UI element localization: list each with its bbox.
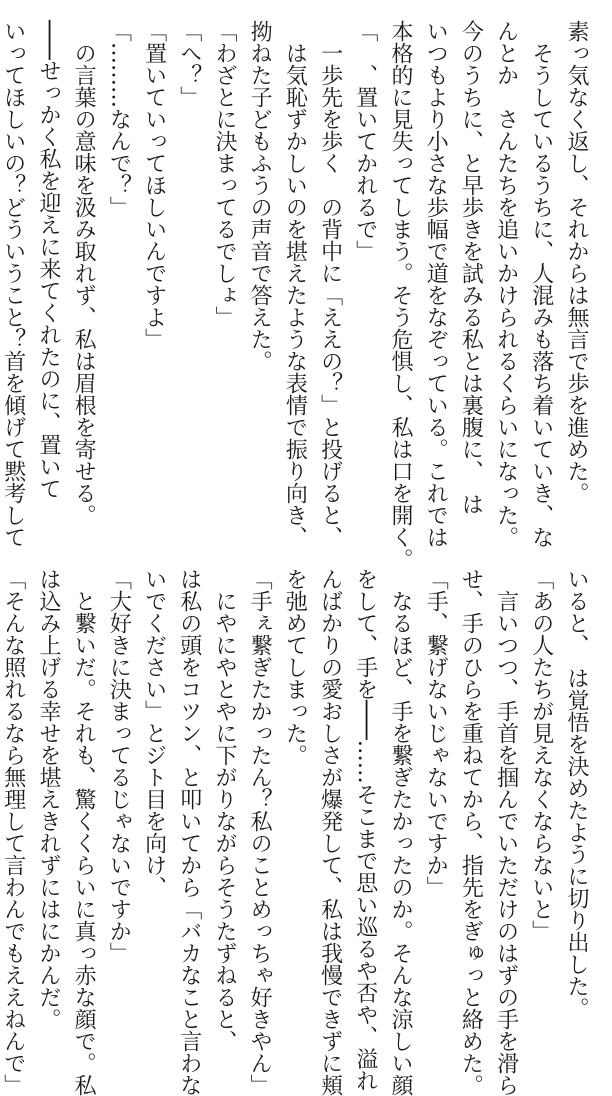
text-line: は私の頭をコツン、と叩いてから「バカなこと言わな bbox=[176, 568, 202, 1096]
text-line: いつもより小さな歩幅で道をなぞっている。これでは bbox=[423, 20, 449, 548]
text-line: 一歩先を歩く の背中に「ええの？」と投げると、 bbox=[317, 20, 343, 548]
text-line: 「へ？」 bbox=[176, 20, 202, 108]
text-line: んばかりの愛おしさが爆発して、私は我慢できずに頬 bbox=[317, 568, 343, 1096]
text-line: は込み上げる幸せを堪えきれずにはにかんだ。 bbox=[35, 568, 61, 1030]
lower-text-block bbox=[0, 568, 594, 1096]
text-line: 言いつつ、手首を掴んでいただけのはずの手を滑ら bbox=[493, 568, 519, 1096]
text-line: は気恥ずかしいのを堪えたような表情で振り向き、 bbox=[282, 20, 308, 548]
text-line: 「そんな照れるなら無理して言わんでもええねんで」 bbox=[0, 568, 26, 1096]
text-line: いってほしいの？どういうこと？首を傾げて黙考して bbox=[0, 20, 26, 548]
text-line: いると、 は覚悟を決めたように切り出した。 bbox=[564, 568, 589, 1019]
text-line: そうしているうちに、人混みも落ち着いていき、な bbox=[528, 20, 554, 548]
text-line: を弛めてしまった。 bbox=[282, 568, 308, 766]
text-line: 拗ねた子どもふうの声音で答えた。 bbox=[247, 20, 273, 372]
text-line: せ、手のひらを重ねてから、指先をぎゅっと絡めた。 bbox=[458, 568, 484, 1096]
text-line: んとか さんたちを追いかけられるくらいになった。 bbox=[493, 20, 519, 548]
text-line: にやにやとやに下がりながらそうたずねると、 bbox=[211, 568, 237, 1052]
upper-text-block bbox=[0, 20, 594, 570]
text-line: 今のうちに、と早歩きを試みる私とは裏腹に、 は bbox=[458, 20, 484, 515]
text-line: 「………なんで？」 bbox=[106, 20, 132, 218]
text-line: 素っ気なく返し、それからは無言で歩を進めた。 bbox=[564, 20, 589, 504]
text-line: 「 、置いてかれるで」 bbox=[352, 20, 378, 262]
text-line: いでください」とジト目を向け、 bbox=[141, 568, 167, 898]
text-line: 「手、繋げないじゃないですか」 bbox=[423, 568, 449, 898]
text-line: ───せっかく私を迎えに来てくれたのに、置いて bbox=[35, 20, 61, 500]
text-line: と繋いだ。それも、驚くくらいに真っ赤な顔で。私 bbox=[71, 568, 97, 1096]
text-line: をして、手を───……そこまで思い巡るや否や、溢れ bbox=[352, 568, 378, 1092]
text-line: 「手ぇ繋ぎたかったん？私のことめっちゃ好きやん」 bbox=[247, 568, 273, 1096]
text-line: 「置いていってほしいんですよ」 bbox=[141, 20, 167, 350]
text-line: 本格的に見失ってしまう。そう危惧し、私は口を開く。 bbox=[387, 20, 413, 570]
text-line: の言葉の意味を汲み取れず、私は眉根を寄せる。 bbox=[71, 20, 97, 526]
text-line: 「大好きに決まってるじゃないですか」 bbox=[106, 568, 132, 964]
text-line: 「あの人たちが見えなくならないと」 bbox=[528, 568, 554, 942]
text-line: 「わざとに決まってるでしょ」 bbox=[211, 20, 237, 328]
text-line: なるほど、手を繋ぎたかったのか。そんな涼しい顔 bbox=[387, 568, 413, 1096]
